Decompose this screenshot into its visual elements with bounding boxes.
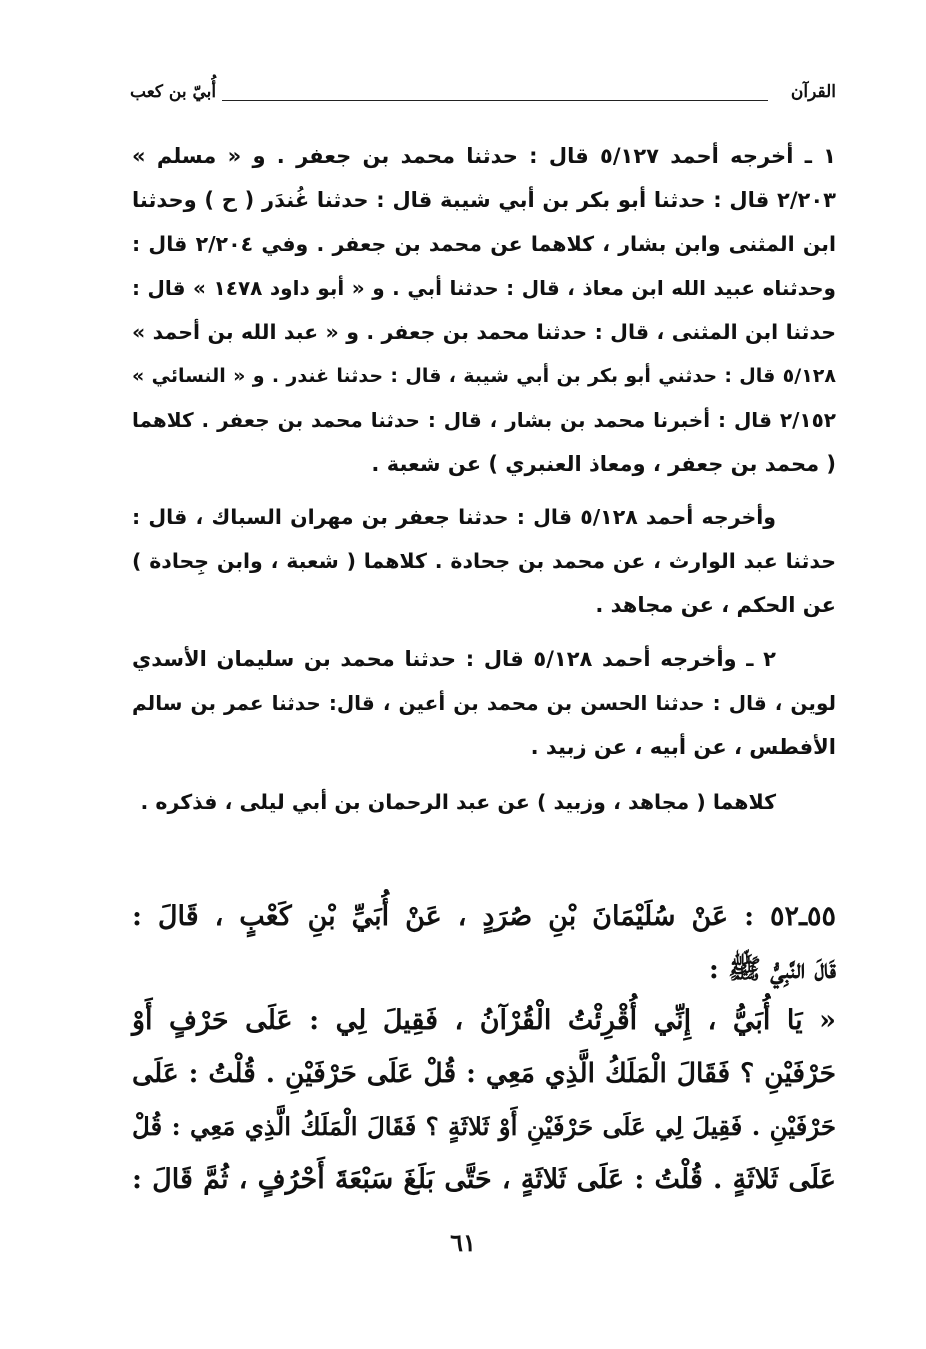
hadith-intro — [132, 890, 836, 996]
text-line: ( محمد بن جعفر ، ومعاذ العنبري ) عن شعبة . — [371, 452, 836, 476]
text-line: وأخرجه أحمد ٥/١٢٨ قال : حدثنا جعفر بن مهران السباك ، قال : — [132, 505, 776, 529]
running-header — [130, 82, 836, 110]
text-line: لوين ، قال : حدثنا الحسن بن محمد بن أعين ، قال: حدثنا عمر بن سالم — [132, 691, 836, 715]
text-line: ٢/١٥٢ قال : أخبرنا محمد بن بشار ، قال : حدثنا محمد بن جعفر . كلاهما — [132, 408, 836, 432]
hadith-text — [132, 994, 836, 1206]
footnote-1-continued — [132, 495, 836, 627]
text-line: ٢ ـ وأخرجه أحمد ٥/١٢٨ قال : حدثنا محمد بن سليمان الأسدي — [132, 647, 776, 671]
text-line: ١ ـ أخرجه أحمد ٥/١٢٧ قال : حدثنا محمد بن جعفر . و « مسلم » — [132, 144, 836, 168]
text-line: حدثنا ابن المثنى ، قال : حدثنا محمد بن جعفر . و « عبد الله بن أحمد » — [132, 320, 836, 344]
text-line: الأفطس ، عن أبيه ، عن زبيد . — [530, 735, 836, 759]
text-line: حدثنا عبد الوارث ، عن محمد بن جحادة . كلاهما ( شعبة ، وابن جِحادة ) — [132, 549, 836, 573]
footnote-1 — [132, 134, 836, 486]
hadith-line: حَرْفَيْنِ . فَقِيلَ لِي عَلَى حَرْفَيْنِ أَوْ ثَلاثَةٍ ؟ فَقَالَ الْمَلَكُ الَّذِي مَعِي : قُلْ — [132, 1112, 836, 1141]
text-line: عن الحكم ، عن مجاهد . — [595, 593, 836, 617]
footnote-2 — [132, 637, 836, 769]
text-line: ابن المثنى وابن بشار ، كلاهما عن محمد بن جعفر . وفي ٢/٢٠٤ قال : — [132, 232, 836, 256]
header-book-title: القرآن — [790, 82, 836, 102]
hadith-line: حَرْفَيْنِ ؟ فَقَالَ الْمَلَكُ الَّذِي مَعِي : قُلْ عَلَى حَرْفَيْنِ . قُلْتُ : عَلَى — [132, 1058, 836, 1089]
header-rule — [222, 100, 768, 101]
hadith-line: ٥٥ـ٥٢ : عَنْ سُلَيْمَانَ بْنِ صُرَدٍ ، عَنْ أُبَيِّ بْنِ كَعْبٍ ، قَالَ : — [132, 901, 836, 932]
hadith-line: « يَا أُبَيُّ ، إِنِّي أُقْرِئْتُ الْقُرْآنُ ، فَقِيلَ لِي : عَلَى حَرْفٍ أَوْ — [132, 1005, 836, 1036]
text-line: كلاهما ( مجاهد ، وزبيد ) عن عبد الرحمان بن أبي ليلى ، فذكره . — [140, 790, 776, 814]
hadith-line: قَالَ النَّبِيُّ ﷺ : — [708, 954, 836, 985]
footnote-2-continued — [132, 780, 836, 824]
text-line: ٢/٢٠٣ قال : حدثنا أبو بكر بن أبي شيبة قال : حدثنا غُندَر ( ح ) وحدثنا — [132, 188, 836, 212]
text-line: ٥/١٢٨ قال : حدثني أبو بكر بن أبي شيبة ، قال : حدثنا غندر . و « النسائي » — [132, 365, 836, 387]
page-number: ٦١ — [450, 1228, 476, 1257]
hadith-line: عَلَى ثَلاثَةٍ . قُلْتُ : عَلَى ثَلاثَةٍ ، حَتَّى بَلَغَ سَبْعَةَ أَحْرُفٍ ، ثُمَّ قَالَ : — [132, 1164, 836, 1195]
header-author-title: أُبيّ بن كعب — [130, 82, 217, 102]
text-line: وحدثناه عبيد الله ابن معاذ ، قال : حدثنا أبي . و « أبو داود ١٤٧٨ » قال : — [132, 276, 836, 300]
